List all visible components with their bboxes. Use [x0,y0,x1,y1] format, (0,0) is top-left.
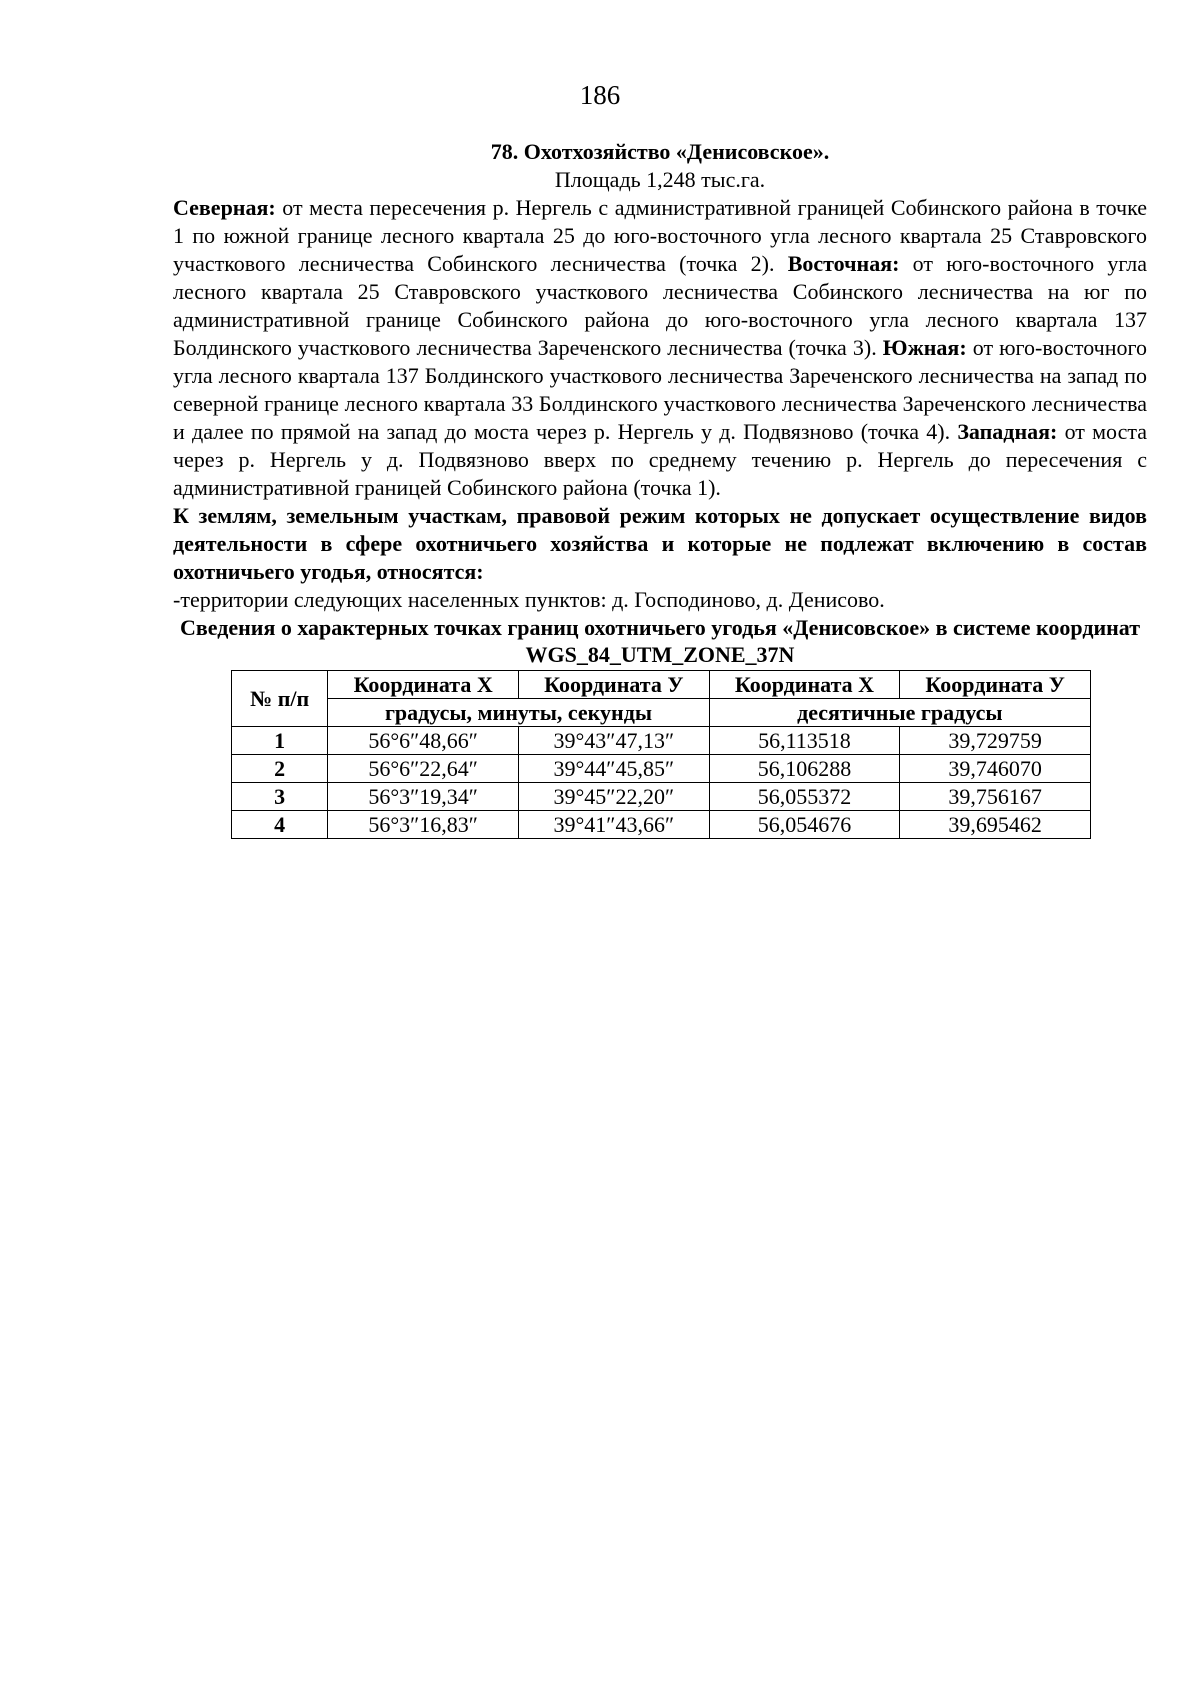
table-row [232,727,1091,755]
table-subheader-row [232,699,1091,727]
west-label: Западная: [957,419,1058,444]
east-label: Восточная: [787,251,900,276]
cell-y-dms: 39°43″47,13″ [518,727,709,755]
south-label: Южная: [882,335,967,360]
north-text: от места пересечения р. Нергель с административной границей Собинского района в точке 1 по южной границе лесного квартала 25 до юго-восточного угла лесного квартала 25 Ставровского участкового лесничества Собинского лесничества (точка 2). [173,195,1147,276]
page-number: 186 [579,80,621,110]
cell-y-dec: 39,746070 [900,755,1091,783]
cell-y-dms: 39°44″45,85″ [518,755,709,783]
table-row [232,783,1091,811]
table-header-row [232,671,1091,699]
header-y-dms: Координата У [518,671,709,699]
cell-x-dms: 56°6″22,64″ [328,755,519,783]
south-text: от юго-восточного угла лесного квартала 137 Болдинского участкового лесничества Зареченского лесничества на запад по северной границе лесного квартала 33 Болдинского участкового лесничества Зареченского лесничества и далее по прямой на запад до моста через р. Нергель у д. Подвязново (точка 4). [173,335,1147,444]
restricted-heading: К землям, земельным участкам, правовой режим которых не допускает осуществление видов деятельности в сфере охотничьего хозяйства и которые не подлежат включению в состав охотничьего угодья, относятся: [173,503,1147,584]
coordinates-table [231,670,1091,839]
header-y-dec: Координата У [900,671,1091,699]
table-caption: Сведения о характерных точках границ охотничьего угодья «Денисовское» в системе координат WGS_84_UTM_ZONE_37N [179,615,1141,667]
header-x-dec: Координата X [709,671,900,699]
east-text: от юго-восточного угла лесного квартала 25 Ставровского участкового лесничества Собинского лесничества на юг по административной границе Собинского района до юго-восточного угла лесного квартала 137 Болдинского участкового лесничества Зареченского лесничества (точка 3). [173,251,1147,360]
table-row [232,811,1091,839]
subheader-dec: десятичные градусы [709,699,1090,727]
cell-y-dms: 39°45″22,20″ [518,783,709,811]
document-content [173,138,1147,839]
cell-num: 1 [232,727,328,755]
table-row [232,755,1091,783]
cell-y-dec: 39,756167 [900,783,1091,811]
area-line: Площадь 1,248 тыс.га. [554,167,766,192]
cell-x-dec: 56,113518 [709,727,900,755]
header-num: № п/п [232,671,328,727]
west-text: от моста через р. Нергель у д. Подвязново вверх по среднему течению р. Нергель до пересечения с административной границей Собинского района (точка 1). [173,419,1148,500]
cell-x-dec: 56,106288 [709,755,900,783]
cell-num: 4 [232,811,328,839]
north-label: Северная: [173,195,276,220]
cell-x-dec: 56,055372 [709,783,900,811]
cell-x-dms: 56°6″48,66″ [328,727,519,755]
cell-num: 2 [232,755,328,783]
subheader-dms: градусы, минуты, секунды [328,699,709,727]
cell-x-dms: 56°3″16,83″ [328,811,519,839]
cell-y-dec: 39,695462 [900,811,1091,839]
cell-y-dms: 39°41″43,66″ [518,811,709,839]
header-x-dms: Координата X [328,671,519,699]
restricted-item: -территории следующих населенных пунктов: д. Господиново, д. Денисово. [173,587,885,612]
cell-x-dec: 56,054676 [709,811,900,839]
boundaries-description [173,194,1147,502]
cell-x-dms: 56°3″19,34″ [328,783,519,811]
cell-num: 3 [232,783,328,811]
section-title: 78. Охотхозяйство «Денисовское». [490,139,830,164]
cell-y-dec: 39,729759 [900,727,1091,755]
